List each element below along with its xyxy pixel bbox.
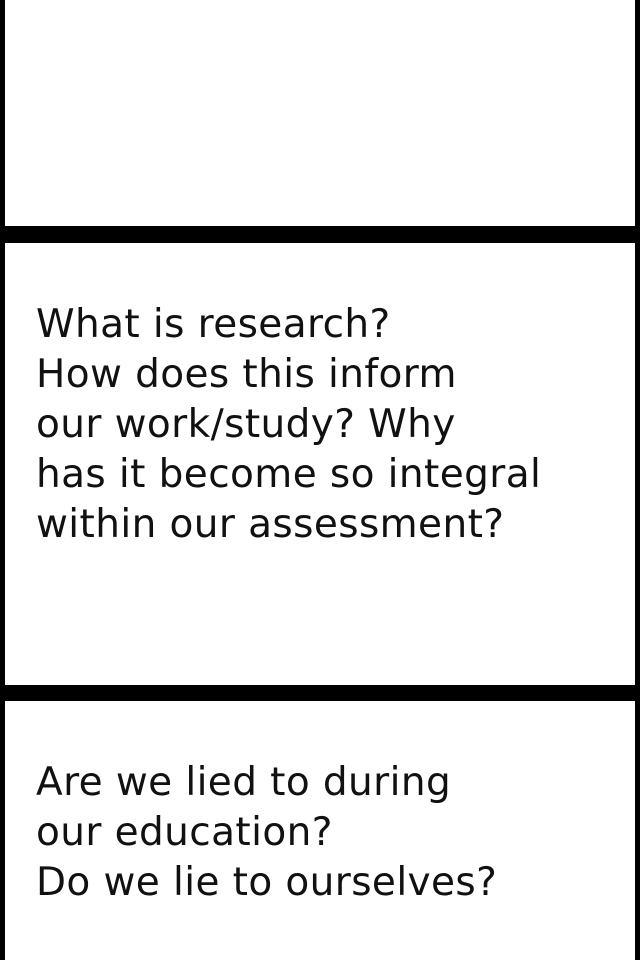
education-question-panel bbox=[5, 701, 635, 960]
text-line: within our assessment? bbox=[36, 502, 505, 547]
research-question-text bbox=[36, 300, 541, 550]
blank-panel bbox=[5, 0, 635, 226]
text-line: What is research? bbox=[36, 302, 391, 347]
education-question-text bbox=[36, 758, 497, 908]
text-line: our education? bbox=[36, 810, 333, 855]
text-line: Are we lied to during bbox=[36, 760, 452, 805]
text-line: Do we lie to ourselves? bbox=[36, 860, 498, 905]
research-question-panel bbox=[5, 243, 635, 685]
text-line: How does this inform bbox=[36, 352, 457, 397]
text-line: has it become so integral bbox=[36, 452, 542, 497]
text-line: our work/study? Why bbox=[36, 402, 456, 447]
